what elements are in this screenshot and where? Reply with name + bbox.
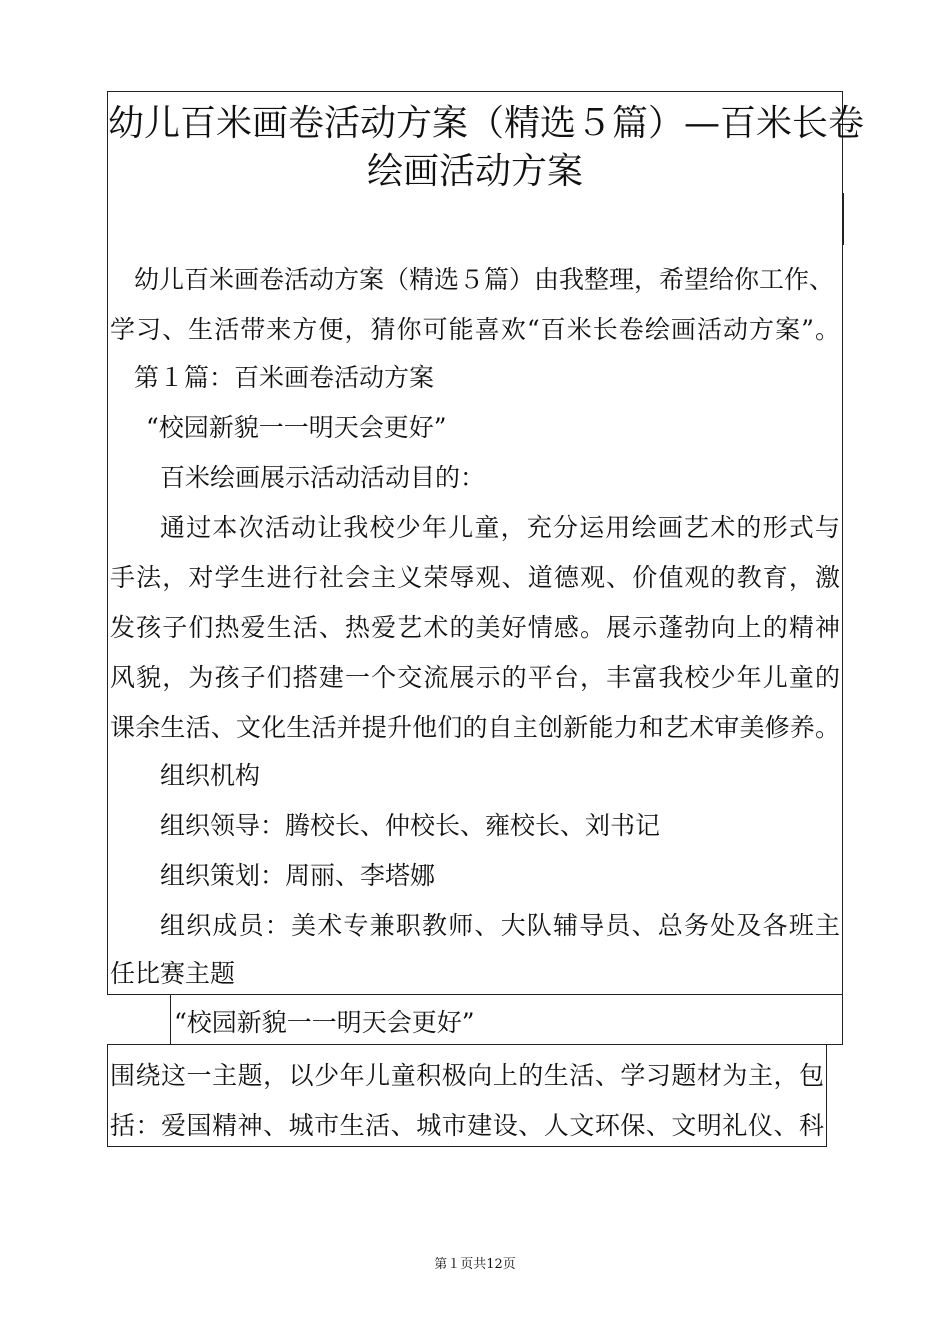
document-title-line-2: 绘画活动方案 xyxy=(366,151,583,192)
purpose-line-4: 风貌，为孩子们搭建一个交流展示的平台，丰富我校少年儿童的 xyxy=(110,663,840,692)
purpose-line-1: 通过本次活动让我校少年儿童，充分运用绘画艺术的形式与 xyxy=(160,513,840,542)
organization-members: 组织成员：美术专兼职教师、大队辅导员、总务处及各班主 xyxy=(160,911,840,940)
theme-line-1: “校园新貌一一明天会更好” xyxy=(146,413,447,442)
contest-theme-heading: 任比赛主题 xyxy=(110,959,236,988)
theme-description-line-2: 括：爱国精神、城市生活、城市建设、人文环保、文明礼仪、科 xyxy=(110,1111,824,1140)
document-title-line-1: 幼儿百米画卷活动方案（精选５篇）—百米长卷 xyxy=(108,103,865,144)
purpose-line-2: 手法，对学生进行社会主义荣辱观、道德观、价值观的教育，激 xyxy=(110,563,840,592)
intro-line-1: 幼儿百米画卷活动方案（精选５篇）由我整理，希望给你工作、 xyxy=(134,265,835,294)
intro-line-2: 学习、生活带来方便，猜你可能喜欢“百米长卷绘画活动方案”。 xyxy=(110,315,840,344)
theme-description-line-1: 围绕这一主题，以少年儿童积极向上的生活、学习题材为主，包 xyxy=(110,1061,824,1090)
organization-leaders: 组织领导：腾校长、仲校长、雍校长、刘书记 xyxy=(160,811,661,840)
frame-side-tick xyxy=(843,193,844,245)
organization-planners: 组织策划：周丽、李塔娜 xyxy=(160,861,436,890)
section-heading-1: 第１篇：百米画卷活动方案 xyxy=(134,363,435,392)
organization-heading: 组织机构 xyxy=(160,761,261,790)
purpose-line-5: 课余生活、文化生活并提升他们的自主创新能力和艺术审美修养。 xyxy=(110,713,840,742)
theme-line-2: “校园新貌一一明天会更好” xyxy=(174,1008,475,1037)
purpose-line-3: 发孩子们热爱生活、热爱艺术的美好情感。展示蓬勃向上的精神 xyxy=(110,613,840,642)
page-number: 第１页共12页 xyxy=(434,1257,516,1272)
purpose-heading: 百米绘画展示活动活动目的： xyxy=(160,463,486,492)
